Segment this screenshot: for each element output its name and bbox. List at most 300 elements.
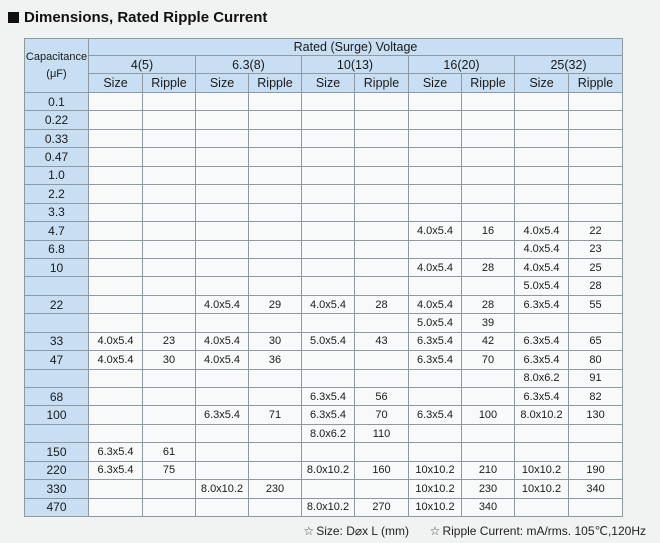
size-cell: 10x10.2 [409, 461, 462, 479]
size-cell [515, 166, 569, 184]
size-cell [409, 203, 462, 221]
ripple-cell [569, 93, 623, 111]
table-row [25, 166, 623, 184]
ripple-cell: 65 [569, 332, 623, 350]
size-cell: 4.0x5.4 [409, 295, 462, 313]
capacitance-cell: 10 [25, 258, 89, 276]
ripple-cell [569, 111, 623, 129]
ripple-cell [249, 222, 302, 240]
size-cell: 4.0x5.4 [409, 258, 462, 276]
ripple-cell [569, 166, 623, 184]
size-cell: 4.0x5.4 [196, 332, 249, 350]
size-cell: 5.0x5.4 [302, 332, 355, 350]
size-cell [409, 185, 462, 203]
capacitance-cell: 1.0 [25, 166, 89, 184]
size-cell [89, 129, 143, 147]
ripple-cell [355, 93, 409, 111]
ripple-cell: 190 [569, 461, 623, 479]
size-cell [302, 443, 355, 461]
size-cell [196, 388, 249, 406]
size-cell: 5.0x5.4 [515, 277, 569, 295]
ripple-cell [569, 148, 623, 166]
ripple-header: Ripple [569, 74, 623, 93]
ripple-cell [249, 93, 302, 111]
table-row [25, 93, 623, 111]
ripple-cell [143, 185, 196, 203]
ripple-cell: 70 [355, 406, 409, 424]
ripple-cell [249, 461, 302, 479]
capacitance-cell [25, 314, 89, 332]
capacitance-cell [25, 424, 89, 442]
size-cell [89, 240, 143, 258]
ripple-cell [143, 388, 196, 406]
table-row [25, 277, 623, 295]
size-cell [409, 129, 462, 147]
voltage-header: 25(32) [515, 56, 623, 74]
ripple-cell: 75 [143, 461, 196, 479]
ripple-cell [143, 148, 196, 166]
size-cell: 8.0x10.2 [196, 480, 249, 498]
size-cell [409, 93, 462, 111]
size-cell [515, 185, 569, 203]
size-cell [196, 240, 249, 258]
ripple-cell: 80 [569, 351, 623, 369]
table-row [25, 388, 623, 406]
size-cell: 6.3x5.4 [515, 295, 569, 313]
capacitance-header [25, 39, 89, 93]
capacitance-cell: 47 [25, 351, 89, 369]
table-row [25, 461, 623, 479]
ripple-cell: 23 [569, 240, 623, 258]
size-cell [89, 111, 143, 129]
capacitance-header-unit: (μF) [46, 67, 67, 80]
size-cell: 6.3x5.4 [89, 461, 143, 479]
table-row [25, 295, 623, 313]
ripple-cell: 28 [569, 277, 623, 295]
ripple-cell [462, 203, 515, 221]
ripple-cell [355, 369, 409, 387]
table-row [25, 129, 623, 147]
size-header: Size [196, 74, 249, 93]
size-cell [89, 185, 143, 203]
ripple-cell [249, 443, 302, 461]
size-cell: 4.0x5.4 [515, 240, 569, 258]
size-cell [196, 111, 249, 129]
ripple-cell [143, 277, 196, 295]
table-row [25, 480, 623, 498]
size-cell: 6.3x5.4 [409, 351, 462, 369]
size-cell: 6.3x5.4 [409, 406, 462, 424]
ripple-cell: 100 [462, 406, 515, 424]
ripple-cell: 210 [462, 461, 515, 479]
size-cell [89, 258, 143, 276]
capacitance-cell: 0.47 [25, 148, 89, 166]
capacitance-cell [25, 277, 89, 295]
ripple-cell [569, 498, 623, 516]
size-cell: 4.0x5.4 [196, 295, 249, 313]
size-cell [515, 93, 569, 111]
ripple-cell: 230 [462, 480, 515, 498]
size-cell [196, 222, 249, 240]
ripple-cell [569, 129, 623, 147]
ripple-cell [143, 498, 196, 516]
table-row [25, 258, 623, 276]
ripple-cell [249, 148, 302, 166]
size-cell: 8.0x10.2 [302, 461, 355, 479]
size-cell [89, 148, 143, 166]
size-cell: 4.0x5.4 [89, 332, 143, 350]
ripple-cell: 30 [143, 351, 196, 369]
size-cell [89, 295, 143, 313]
size-cell: 4.0x5.4 [515, 222, 569, 240]
voltage-header: 4(5) [89, 56, 196, 74]
capacitance-cell [25, 369, 89, 387]
size-cell [196, 258, 249, 276]
ripple-cell: 340 [569, 480, 623, 498]
ripple-cell [569, 185, 623, 203]
size-cell [515, 314, 569, 332]
ripple-cell: 55 [569, 295, 623, 313]
ripple-cell: 36 [249, 351, 302, 369]
size-cell: 5.0x5.4 [409, 314, 462, 332]
size-cell [302, 480, 355, 498]
ripple-cell [249, 388, 302, 406]
capacitance-cell: 3.3 [25, 203, 89, 221]
size-cell [302, 185, 355, 203]
ripple-cell: 22 [569, 222, 623, 240]
size-cell: 10x10.2 [409, 498, 462, 516]
size-cell: 10x10.2 [409, 480, 462, 498]
ripple-cell [143, 369, 196, 387]
ripple-cell [355, 277, 409, 295]
ripple-cell [569, 203, 623, 221]
size-cell [89, 406, 143, 424]
capacitance-cell: 33 [25, 332, 89, 350]
ripple-cell [249, 424, 302, 442]
ripple-cell [143, 240, 196, 258]
size-cell [302, 93, 355, 111]
star-icon: ☆ [303, 524, 315, 538]
ripple-cell: 23 [143, 332, 196, 350]
ripple-cell [143, 258, 196, 276]
table-row [25, 185, 623, 203]
ripple-cell [143, 222, 196, 240]
size-cell [89, 93, 143, 111]
ripple-cell [355, 314, 409, 332]
ripple-cell: 39 [462, 314, 515, 332]
ripple-cell [249, 166, 302, 184]
size-cell [196, 277, 249, 295]
ripple-cell [249, 258, 302, 276]
ripple-cell [249, 240, 302, 258]
size-cell [409, 443, 462, 461]
ripple-cell [143, 166, 196, 184]
ripple-cell [569, 314, 623, 332]
size-cell [89, 277, 143, 295]
size-cell [196, 93, 249, 111]
table-row [25, 148, 623, 166]
ripple-cell: 28 [462, 258, 515, 276]
capacitance-cell: 22 [25, 295, 89, 313]
ripple-cell [355, 480, 409, 498]
size-cell [515, 129, 569, 147]
table-row [25, 111, 623, 129]
ripple-cell [249, 185, 302, 203]
size-cell [196, 314, 249, 332]
ripple-cell [462, 388, 515, 406]
size-cell [409, 277, 462, 295]
table-row [25, 332, 623, 350]
voltage-header: 6.3(8) [196, 56, 302, 74]
size-header: Size [89, 74, 143, 93]
ripple-cell [462, 93, 515, 111]
size-cell [515, 111, 569, 129]
ripple-cell: 16 [462, 222, 515, 240]
size-cell [196, 424, 249, 442]
size-cell [302, 203, 355, 221]
size-cell [515, 443, 569, 461]
capacitance-cell: 0.33 [25, 129, 89, 147]
capacitance-cell: 6.8 [25, 240, 89, 258]
ripple-cell [143, 111, 196, 129]
ripple-cell [355, 351, 409, 369]
ripple-cell: 28 [355, 295, 409, 313]
size-cell: 8.0x10.2 [515, 406, 569, 424]
ripple-cell: 130 [569, 406, 623, 424]
size-cell [196, 129, 249, 147]
size-cell [409, 369, 462, 387]
size-header: Size [515, 74, 569, 93]
size-cell [302, 314, 355, 332]
capacitance-cell: 68 [25, 388, 89, 406]
ripple-cell: 70 [462, 351, 515, 369]
ripple-current-table [24, 38, 623, 517]
ripple-cell [355, 111, 409, 129]
size-cell [89, 480, 143, 498]
ripple-cell [355, 258, 409, 276]
table-row [25, 424, 623, 442]
size-cell [196, 185, 249, 203]
size-cell [302, 111, 355, 129]
ripple-cell [355, 443, 409, 461]
title-square-icon [8, 12, 19, 23]
capacitance-cell: 330 [25, 480, 89, 498]
ripple-cell [355, 166, 409, 184]
ripple-header: Ripple [355, 74, 409, 93]
ripple-cell [355, 203, 409, 221]
ripple-cell [249, 129, 302, 147]
ripple-cell: 30 [249, 332, 302, 350]
table-row [25, 314, 623, 332]
ripple-cell [249, 111, 302, 129]
section-title-text: Dimensions, Rated Ripple Current [24, 9, 268, 26]
size-cell: 10x10.2 [515, 461, 569, 479]
ripple-cell [143, 203, 196, 221]
size-cell: 6.3x5.4 [302, 388, 355, 406]
size-cell [196, 369, 249, 387]
ripple-cell [462, 111, 515, 129]
capacitance-cell: 0.1 [25, 93, 89, 111]
size-cell: 10x10.2 [515, 480, 569, 498]
ripple-cell: 43 [355, 332, 409, 350]
capacitance-cell: 220 [25, 461, 89, 479]
size-cell [89, 222, 143, 240]
ripple-cell: 71 [249, 406, 302, 424]
size-cell [515, 148, 569, 166]
ripple-cell: 29 [249, 295, 302, 313]
size-cell: 8.0x6.2 [302, 424, 355, 442]
size-cell [89, 388, 143, 406]
ripple-cell [569, 443, 623, 461]
size-cell: 6.3x5.4 [409, 332, 462, 350]
size-cell [409, 111, 462, 129]
capacitance-cell: 2.2 [25, 185, 89, 203]
ripple-cell [143, 314, 196, 332]
ripple-cell [249, 277, 302, 295]
ripple-cell [462, 443, 515, 461]
capacitance-cell: 150 [25, 443, 89, 461]
ripple-cell [462, 148, 515, 166]
size-cell [302, 240, 355, 258]
size-cell [196, 148, 249, 166]
table-row [25, 351, 623, 369]
size-cell [515, 498, 569, 516]
ripple-cell [143, 480, 196, 498]
size-cell [515, 203, 569, 221]
ripple-cell [249, 203, 302, 221]
size-cell: 4.0x5.4 [89, 351, 143, 369]
ripple-cell [143, 424, 196, 442]
size-cell [196, 166, 249, 184]
size-cell: 6.3x5.4 [515, 332, 569, 350]
capacitance-header-label: Capacitance [25, 50, 88, 63]
size-cell [196, 498, 249, 516]
size-cell [89, 314, 143, 332]
size-cell [515, 424, 569, 442]
size-cell [302, 148, 355, 166]
table-row [25, 369, 623, 387]
ripple-cell: 340 [462, 498, 515, 516]
ripple-cell [355, 222, 409, 240]
ripple-cell [355, 148, 409, 166]
ripple-cell [143, 129, 196, 147]
section-title [8, 9, 267, 26]
size-note: Size: D⌀x L (mm) [316, 524, 409, 538]
size-cell [409, 240, 462, 258]
size-cell: 6.3x5.4 [89, 443, 143, 461]
size-header: Size [409, 74, 462, 93]
capacitance-cell: 100 [25, 406, 89, 424]
table-row [25, 240, 623, 258]
size-cell: 6.3x5.4 [515, 388, 569, 406]
ripple-cell: 56 [355, 388, 409, 406]
size-cell [409, 388, 462, 406]
size-cell: 8.0x10.2 [302, 498, 355, 516]
size-cell: 6.3x5.4 [302, 406, 355, 424]
size-cell [196, 443, 249, 461]
ripple-cell: 28 [462, 295, 515, 313]
size-cell [89, 498, 143, 516]
ripple-header: Ripple [249, 74, 302, 93]
ripple-cell: 91 [569, 369, 623, 387]
size-cell [302, 258, 355, 276]
ripple-cell: 61 [143, 443, 196, 461]
ripple-cell: 82 [569, 388, 623, 406]
ripple-cell [462, 240, 515, 258]
size-cell [89, 424, 143, 442]
ripple-cell [462, 369, 515, 387]
ripple-cell [462, 129, 515, 147]
ripple-cell [249, 314, 302, 332]
ripple-cell: 270 [355, 498, 409, 516]
size-cell [302, 351, 355, 369]
size-header: Size [302, 74, 355, 93]
size-cell: 4.0x5.4 [196, 351, 249, 369]
size-cell: 6.3x5.4 [515, 351, 569, 369]
ripple-cell [249, 369, 302, 387]
size-cell: 4.0x5.4 [302, 295, 355, 313]
ripple-cell [143, 93, 196, 111]
table-row [25, 203, 623, 221]
star-icon: ☆ [429, 524, 441, 538]
size-cell [409, 424, 462, 442]
ripple-cell [462, 424, 515, 442]
capacitance-cell: 4.7 [25, 222, 89, 240]
ripple-cell: 230 [249, 480, 302, 498]
ripple-cell [462, 185, 515, 203]
size-cell: 8.0x6.2 [515, 369, 569, 387]
ripple-cell [462, 166, 515, 184]
size-cell [409, 166, 462, 184]
footer-note [303, 524, 646, 538]
ripple-cell: 160 [355, 461, 409, 479]
size-cell [196, 461, 249, 479]
table-body [25, 93, 623, 517]
ripple-cell [569, 424, 623, 442]
ripple-cell [355, 185, 409, 203]
ripple-cell [143, 295, 196, 313]
ripple-header: Ripple [143, 74, 196, 93]
size-cell [302, 129, 355, 147]
table-row [25, 443, 623, 461]
table-row [25, 222, 623, 240]
table-row [25, 498, 623, 516]
size-cell: 6.3x5.4 [196, 406, 249, 424]
size-cell: 4.0x5.4 [409, 222, 462, 240]
size-cell [302, 222, 355, 240]
rated-voltage-header: Rated (Surge) Voltage [89, 39, 623, 56]
ripple-cell [462, 277, 515, 295]
capacitance-cell: 0.22 [25, 111, 89, 129]
size-cell: 4.0x5.4 [515, 258, 569, 276]
ripple-cell [355, 129, 409, 147]
size-cell [196, 203, 249, 221]
capacitance-cell: 470 [25, 498, 89, 516]
size-cell [89, 166, 143, 184]
size-cell [302, 369, 355, 387]
size-cell [89, 203, 143, 221]
size-cell [409, 148, 462, 166]
voltage-header: 16(20) [409, 56, 515, 74]
voltage-header: 10(13) [302, 56, 409, 74]
size-cell [302, 277, 355, 295]
ripple-cell [355, 240, 409, 258]
ripple-cell [143, 406, 196, 424]
size-cell [89, 369, 143, 387]
ripple-header: Ripple [462, 74, 515, 93]
size-cell [302, 166, 355, 184]
table-row [25, 406, 623, 424]
